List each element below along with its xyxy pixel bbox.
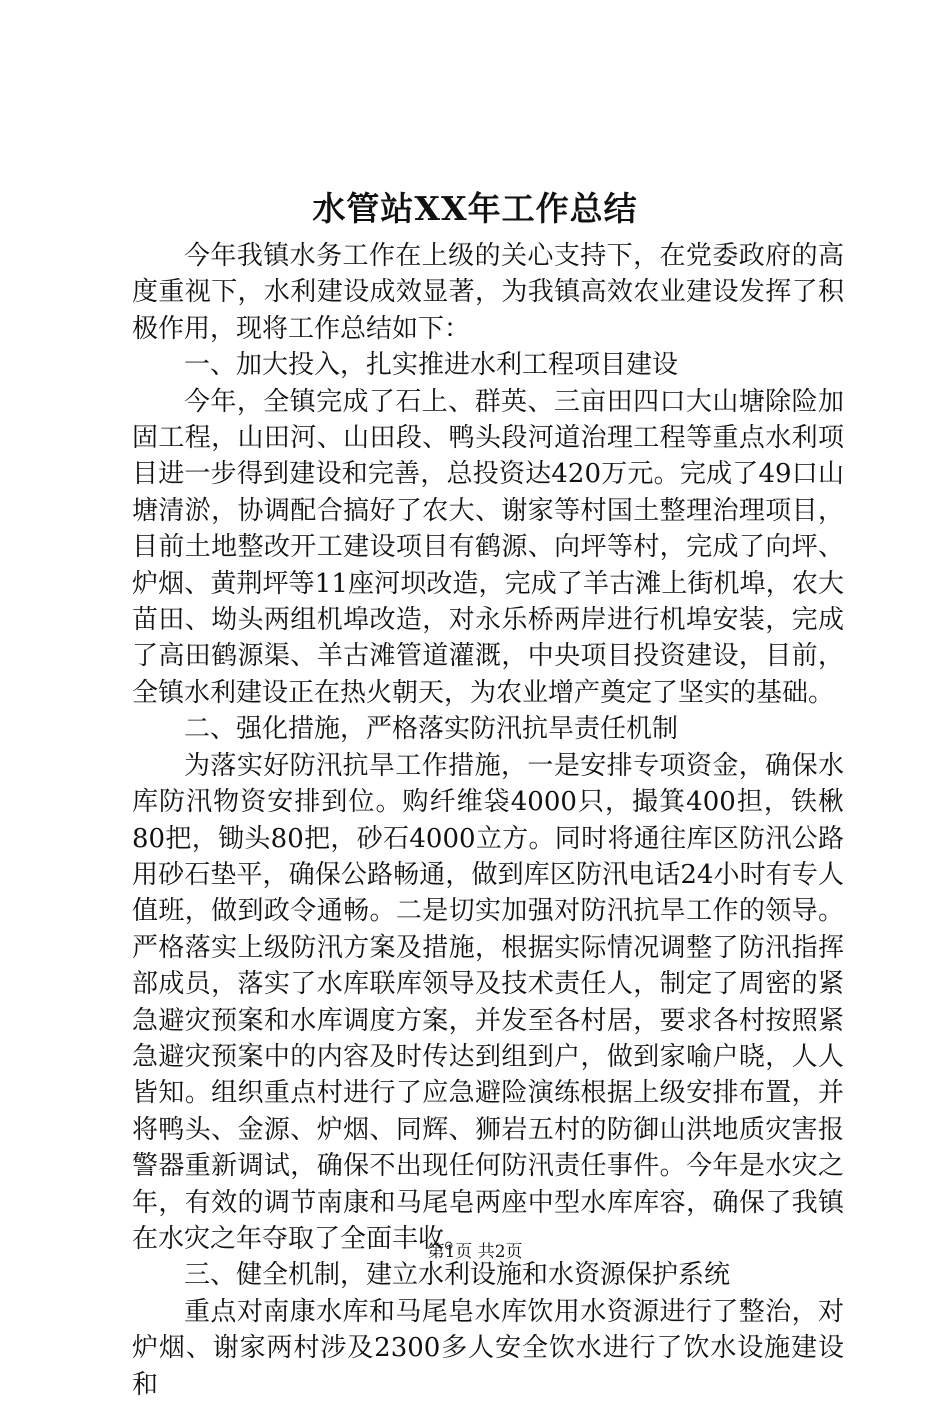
section-paragraph-3: 重点对南康水库和马尾皂水库饮用水资源进行了整治，对炉烟、谢家两村涉及2300多人安全饮水进行了饮水设施建设和 [132, 1296, 844, 1400]
section-heading-3: 三、健全机制，建立水利设施和水资源保护系统 [184, 1260, 731, 1291]
section-paragraph-1: 今年，全镇完成了石上、群英、三亩田四口大山塘除险加固工程，山田河、山田段、鸭头段河道治理工程等重点水利项目进一步得到建设和完善，总投资达420万元。完成了49口山塘清淤，协调配合搞好了农大、谢家等村国土整理治理项目，目前土地整改开工建设项目有鹤源、向坪等村，完成了向坪、炉烟、黄荆坪等11座河坝改造，完成了羊古滩上街机埠，农大苗田、坳头两组机埠改造，对永乐桥两岸进行机埠安装，完成了高田鹤源渠、羊古滩管道灌溉，中央项目投资建设，目前，全镇水利建设正在热火朝天，为农业增产奠定了坚实的基础。 [132, 386, 844, 708]
document-title: 水管站XX年工作总结 [312, 189, 638, 228]
document-body [132, 238, 844, 1403]
section-heading-2: 二、强化措施，严格落实防汛抗旱责任机制 [184, 714, 679, 745]
section-heading-1: 一、加大投入，扎实推进水利工程项目建设 [184, 350, 679, 381]
section-paragraph-2: 为落实好防汛抗旱工作措施，一是安排专项资金，确保水库防汛物资安排到位。购纤维袋4000只，撮箕400担，铁楸80把，锄头80把，砂石4000立方。同时将通往库区防汛公路用砂石垫平，确保公路畅通，做到库区防汛电话24小时有专人值班，做到政令通畅。二是切实加强对防汛抗旱工作的领导。严格落实上级防汛方案及措施，根据实际情况调整了防汛指挥部成员，落实了水库联库领导及技术责任人，制定了周密的紧急避灾预案和水库调度方案，并发至各村居，要求各村按照紧急避灾预案中的内容及时传达到组到户，做到家喻户晓，人人皆知。组织重点村进行了应急避险演练根据上级安排布置，并将鸭头、金源、炉烟、同辉、狮岩五村的防御山洪地质灾害报警器重新调试，确保不出现任何防汛责任事件。今年是水灾之年，有效的调节南康和马尾皂两座中型水库库容，确保了我镇在水灾之年夺取了全面丰收。 [132, 750, 844, 1254]
page-footer: 第1页 共2页 [427, 1242, 523, 1262]
intro-paragraph: 今年我镇水务工作在上级的关心支持下，在党委政府的高度重视下，水利建设成效显著，为我镇高效农业建设发挥了积极作用，现将工作总结如下： [132, 241, 844, 344]
